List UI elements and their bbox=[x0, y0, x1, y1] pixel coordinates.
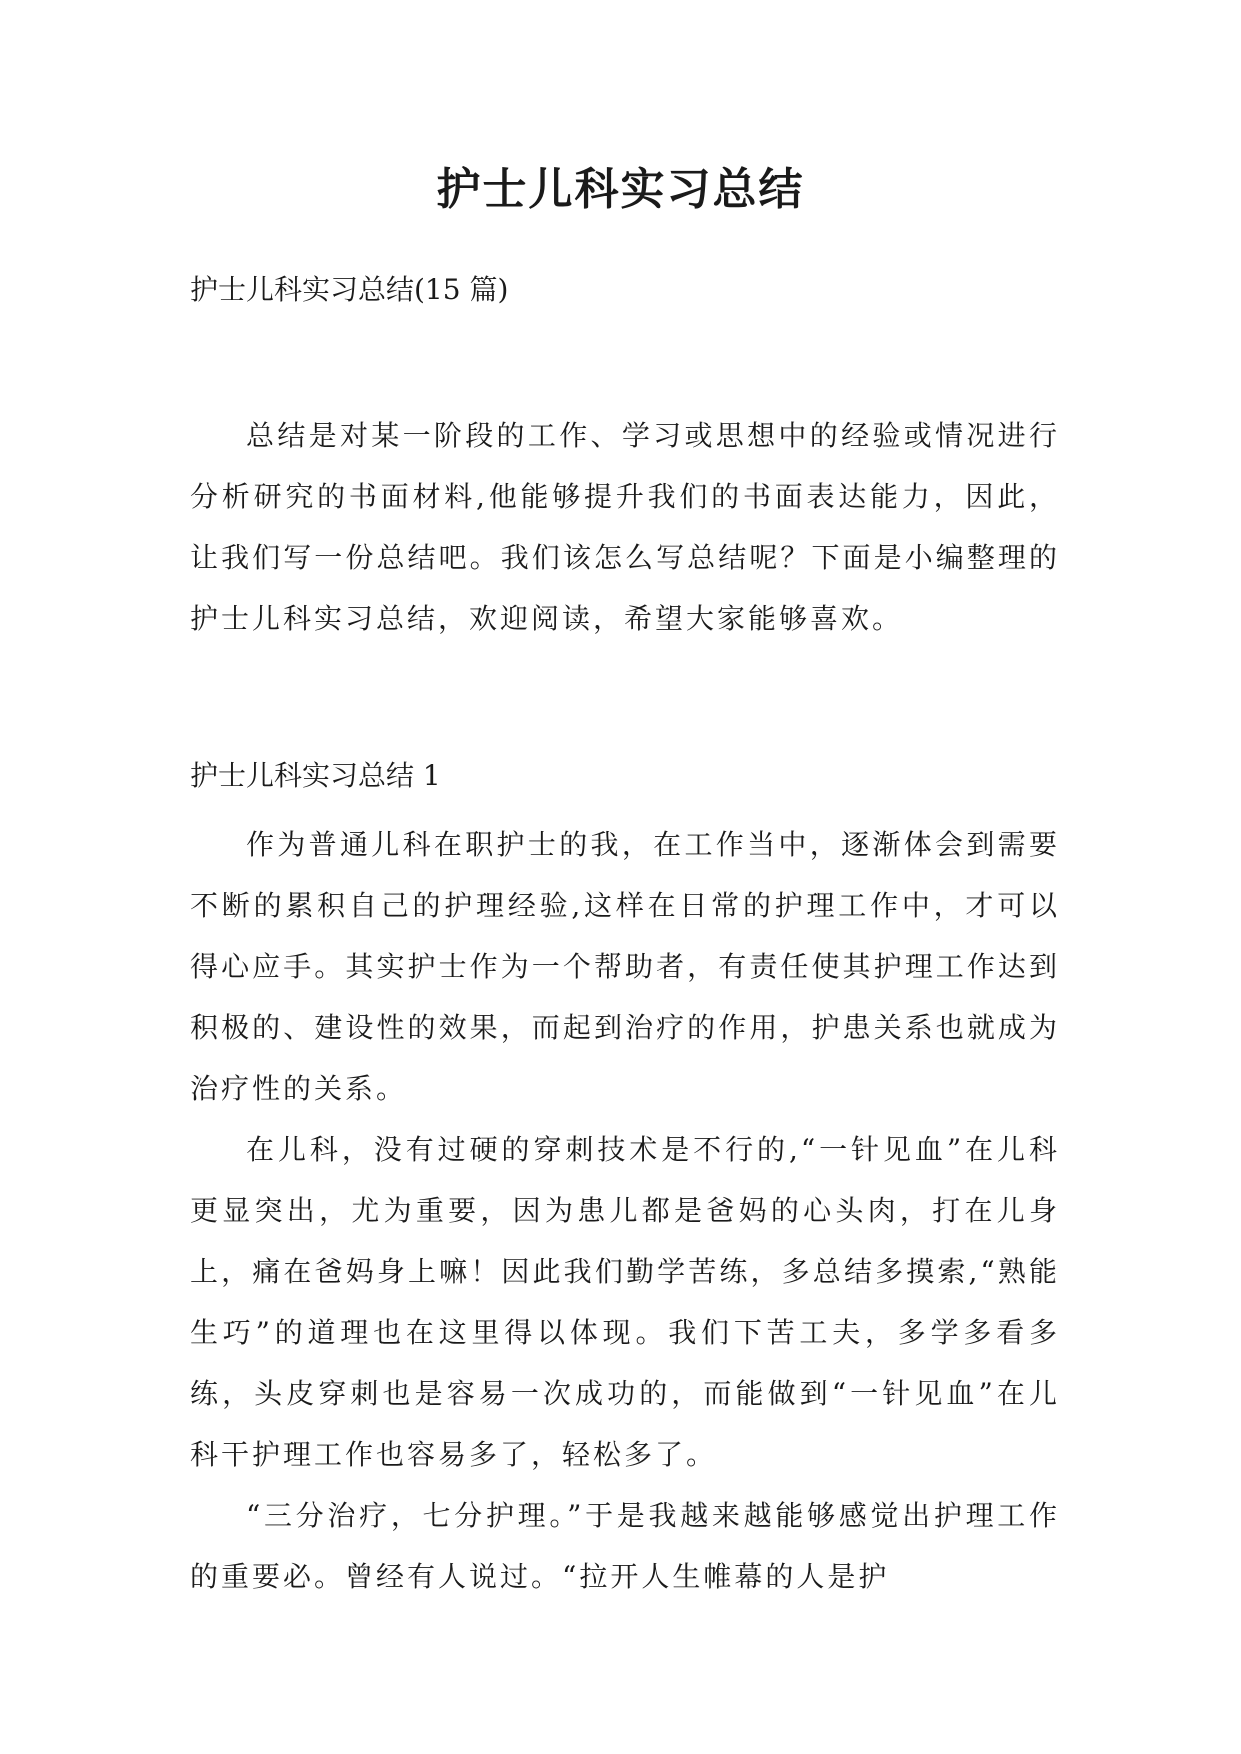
document-subtitle: 护士儿科实习总结(15 篇) bbox=[190, 273, 509, 306]
intro-block bbox=[190, 405, 1060, 649]
section-heading: 护士儿科实习总结 1 bbox=[190, 759, 441, 792]
body-paragraph: 在儿科，没有过硬的穿刺技术是不行的,“一针见血”在儿科更显突出，尤为重要，因为患儿都是爸妈的心头肉，打在儿身上，痛在爸妈身上嘛！因此我们勤学苦练，多总结多摸索,“熟能生巧”的道理也在这里得以体现。我们下苦工夫，多学多看多练，头皮穿刺也是容易一次成功的，而能做到“一针见血”在儿科干护理工作也容易多了，轻松多了。 bbox=[190, 1133, 1060, 1471]
body-paragraph: “三分治疗，七分护理。”于是我越来越能够感觉出护理工作的重要必。曾经有人说过。“拉开人生帷幕的人是护 bbox=[190, 1499, 1060, 1593]
intro-paragraph: 总结是对某一阶段的工作、学习或思想中的经验或情况进行分析研究的书面材料,他能够提升我们的书面表达能力，因此，让我们写一份总结吧。我们该怎么写总结呢？下面是小编整理的护士儿科实习总结，欢迎阅读，希望大家能够喜欢。 bbox=[190, 419, 1060, 635]
section-body bbox=[190, 814, 1060, 1607]
body-paragraph: 作为普通儿科在职护士的我，在工作当中，逐渐体会到需要不断的累积自己的护理经验,这样在日常的护理工作中，才可以得心应手。其实护士作为一个帮助者，有责任使其护理工作达到积极的、建设性的效果，而起到治疗的作用，护患关系也就成为治疗性的关系。 bbox=[190, 828, 1060, 1105]
document-title: 护士儿科实习总结 bbox=[436, 164, 805, 215]
